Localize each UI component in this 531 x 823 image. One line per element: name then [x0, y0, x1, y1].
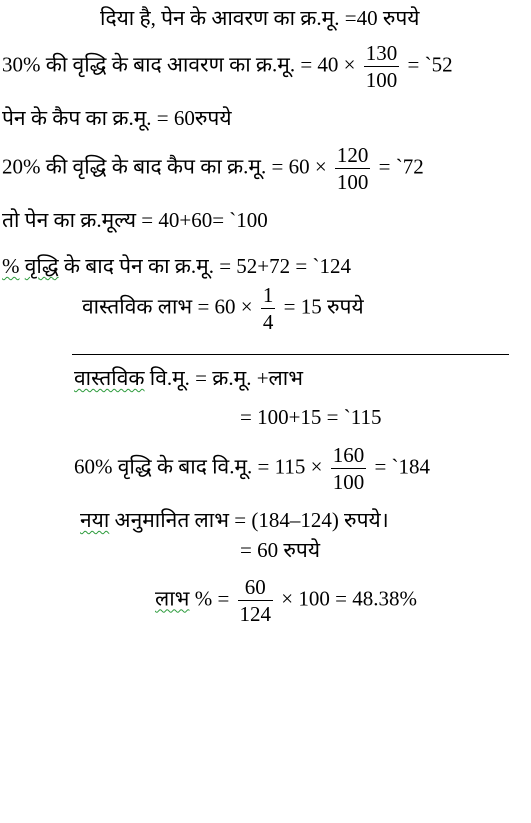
actual-selling-price [74, 366, 303, 390]
percent-fraction-numerator: 60 [244, 575, 266, 599]
cap-fraction-numerator: 120 [336, 143, 369, 167]
cover-expr-prefix: = 40 × [300, 52, 356, 77]
percent-fraction-denominator: 124 [239, 602, 272, 626]
new-estimated-profit-text: अनुमानित लाभ = (184–124) रुपये। [114, 508, 389, 532]
selling-price-formula: वि.मू. = क्र.मू. +लाभ [149, 366, 303, 390]
actual-word: वास्तविक [74, 366, 145, 390]
cap-expr-result: = `72 [378, 154, 424, 179]
pen-cost-after-increase-text: के बाद पेन का क्र.मू. = 52+72 = `124 [63, 254, 351, 278]
cover-cost-after-increase [2, 40, 453, 93]
sp-increase-label: 60% वृद्धि के बाद वि.मू. [74, 454, 253, 479]
increase-word: वृद्धि [24, 254, 59, 278]
cover-increase-label: 30% की वृद्धि के बाद आवरण का क्र.मू. [2, 52, 296, 77]
selling-price-value: = 100+15 = `115 [240, 405, 382, 429]
cap-expr-prefix: = 60 × [271, 154, 327, 179]
actual-profit [82, 282, 364, 335]
new-estimated-profit [80, 508, 389, 532]
actual-profit-label: वास्तविक लाभ [82, 294, 193, 319]
cap-increase-label: 20% की वृद्धि के बाद कैप का क्र.मू. [2, 154, 267, 179]
selling-price-after-increase [74, 442, 430, 495]
percent-fraction [238, 574, 274, 627]
cover-fraction [364, 40, 400, 93]
new-word: नया [80, 508, 110, 532]
cap-fraction-denominator: 100 [336, 170, 369, 194]
pen-cost-total: तो पेन का क्र.मूल्य = 40+60= `100 [2, 208, 268, 232]
cover-fraction-numerator: 130 [365, 41, 398, 65]
sp-expr-prefix: = 115 × [257, 454, 323, 479]
profit-expr-prefix: = 60 × [197, 294, 253, 319]
percent-expr-result: × 100 = 48.38% [281, 586, 417, 611]
sp-fraction-denominator: 100 [332, 470, 365, 494]
profit-expr-result: = 15 रुपये [283, 294, 364, 319]
profit-percent [155, 574, 417, 627]
cap-cost-after-increase [2, 142, 424, 195]
sp-expr-result: = `184 [374, 454, 431, 479]
cap-fraction [335, 142, 371, 195]
profit-word: लाभ [155, 586, 190, 611]
cover-expr-result: = `52 [407, 52, 453, 77]
profit-fraction-denominator: 4 [262, 310, 274, 334]
percent-expr-prefix: % = [194, 586, 230, 611]
cover-fraction-denominator: 100 [365, 68, 398, 92]
given-cover-cost: दिया है, पेन के आवरण का क्र.मू. =40 रुपये [100, 6, 420, 30]
sp-fraction-numerator: 160 [332, 443, 365, 467]
sp-fraction [331, 442, 367, 495]
profit-fraction [261, 282, 276, 335]
divider-line [72, 354, 509, 355]
pen-cost-after-increase [2, 254, 351, 278]
new-profit-value: = 60 रुपये [240, 538, 321, 562]
cap-cost: पेन के कैप का क्र.मू. = 60रुपये [2, 106, 232, 130]
percent-symbol: % [2, 254, 20, 278]
profit-fraction-numerator: 1 [262, 283, 274, 307]
